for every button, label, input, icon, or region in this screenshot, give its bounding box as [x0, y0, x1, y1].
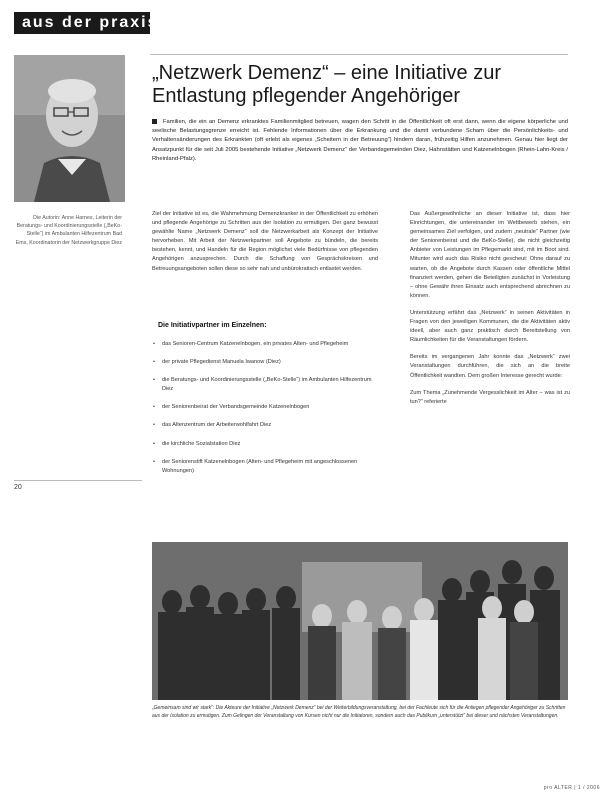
title-line-1: „Netzwerk Demenz“ – eine Initiative zur: [152, 62, 502, 84]
list-item: • die kirchliche Sozialstation Diez: [152, 440, 378, 449]
author-caption: Die Autorin: Anne Harnes, Leiterin der Beratungs- und Koordinierungsstelle („BeKo-Stelle“) im Ambulanten Hilfezentrum Bad Ems, Koordinatorin der Netzwerkgruppe Diez: [15, 215, 122, 246]
list-item: • der private Pflegedienst Manuela Iwanow (Diez): [152, 358, 378, 367]
article-title: [152, 62, 570, 108]
group-photo: [152, 542, 568, 700]
page-footer: pro ALTER | 1 / 2006: [543, 785, 600, 791]
paragraph: Bereits im vergangenen Jahr konnte das „Netzwerk“ zwei Veranstaltungen durchführen, die sich an die breite Öffentlichkeit wandten. Dem großen Interesse gerecht wurde:: [410, 354, 570, 379]
partners-heading: Die Initiativpartner im Einzelnen:: [158, 322, 267, 329]
intro-text: Familien, die ein an Demenz erkranktes Familienmitglied betreuen, wagen den Schritt in die Öffentlichkeit oft erst dann, wenn die eigene körperliche und seelische Belastungsgrenze erreicht ist. Fehlende Informationen über die Erkrankung und die damit verbundene Scham über die Persönlichkeits- und Verhaltensänderungen des Erkrankten (oft erlebt als eigenes „Scheitern in der Betreuung“) hindern daran, frühzeitig Hilfen anzunehmen. Genau hier liegt der Ansatzpunkt für die seit Juli 2005 bestehende Initiative „Netzwerk Demenz“ der Verbandsgemeinden Diez, Hahnstätten und Katzenelnbogen (Rhein-Lahn-Kreis / Rheinland-Pfalz).: [152, 119, 568, 162]
paragraph: Das Außergewöhnliche an dieser Initiative ist, dass hier Einrichtungen, die untereinander im Wettbewerb stehen, ein gemeinsames Ziel verfolgen, und zudem „neutrale“ Partner (wie der Seniorenbeirat und die BeKo-Stelle), die nicht gleichzeitig Anbieter von Leistungen im Pflegemarkt sind, mit im Boot sind. Mitunter wird auch das Risiko nicht gescheut: Ohne darauf zu warten, ob die Angebote durch Kassen oder öffentliche Mittel finanziert werden, gehen die Beteiligten zunächst in Vorleistung – ohne Gewähr ihren Einsatz auch entsprechend abrechnen zu können.: [410, 211, 570, 299]
bullet-square-icon: [152, 119, 157, 124]
column-2-text: [410, 210, 570, 415]
list-item: • das Altenzentrum der Arbeiterwohlfahrt Diez: [152, 421, 378, 430]
article-intro: [152, 118, 568, 164]
partners-list: [152, 340, 378, 485]
list-item: • der Seniorenstift Katzenelnbogen (Alten- und Pflegeheim mit angeschlossenen Wohnungen): [152, 458, 378, 476]
section-label: aus der praxis: [22, 14, 159, 31]
list-item: • der Seniorenbeirat der Verbandsgemeinde Katzenelnbogen: [152, 403, 378, 412]
paragraph: Unterstützung erfährt das „Netzwerk“ in seinen Aktivitäten in Fragen von den jeweiligen Kommunen, die die Aktivitäten aktiv ideell, aber auch ganz praktisch durch Bereitstellung von Räumlichkeiten für die Veranstaltungen fördern.: [410, 309, 570, 344]
page-number-rule: [14, 480, 142, 481]
photo-caption: „Gemeinsam sind wir stark“: Die Akteure der Initiative „Netzwerk Demenz“ bei der Weiterbildungsveranstaltung, bei der Fachleute sich für die Anliegen pflegender Angehöriger zu Schritten aus der Isolation zu ermutigen. Zum Gelingen der Veranstaltung von Kursen nicht nur die Initiatoren, sondern auch das Publikum „unterstützt“ bei dieser und nächsten Veranstaltungen.: [152, 705, 566, 719]
list-item: • das Senioren-Centrum Katzenelnbogen, ein privates Alten- und Pflegeheim: [152, 340, 378, 349]
page-number: 20: [14, 484, 22, 491]
header-rule: [150, 54, 568, 55]
author-photo: [14, 55, 125, 202]
title-line-2: Entlastung pflegender Angehöriger: [152, 85, 461, 107]
list-item: • die Beratungs- und Koordinierungsstelle („BeKo-Stelle“) im Ambulanten Hilfezentrum Diez: [152, 376, 378, 394]
column-1-text: Ziel der Initiative ist es, die Wahrnehmung Demenzkranker in der Öffentlichkeit zu erhöhen und pflegende Angehörige zu Schritten aus der Isolation zu ermutigen. Der ganz bewusst gewählte Name „Netzwerk Demenz“ soll die Netzwerkarbeit als Konzept der Initiative hervorheben. Mit Arbeit der Netzwerkpartner soll Angebote zu bündeln, die bereits bestehen, kennt, und Handeln für die Region möglichst viele Bedürfnisse von pflegenden Angehörigen anzusprechen. Durch die Schaffung von Gesprächskreisen und Betreuungsangeboten sollen diese so sehr nah und unbürokratisch entlastet werden.: [152, 211, 378, 272]
paragraph: Zum Thema „Zunehmende Vergesslichkeit im Alter – was ist zu tun?“ referierte: [410, 389, 570, 405]
